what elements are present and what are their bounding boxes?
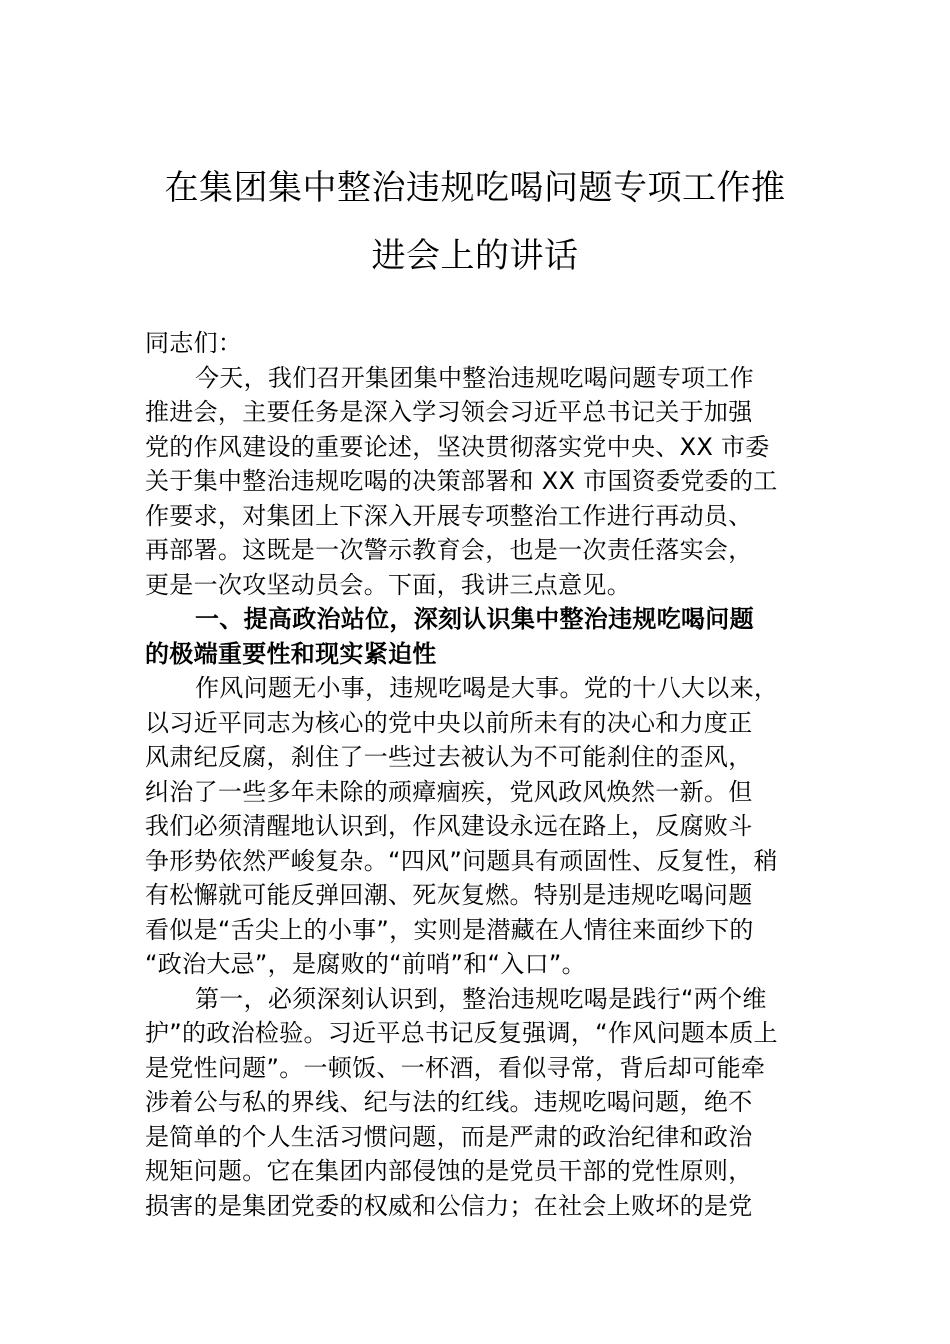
document-body	[145, 326, 835, 1223]
paragraph-line: 损害的是集团党委的权威和公信力；在社会上败坏的是党	[145, 1191, 753, 1220]
document-title-line-2: 进会上的讲话	[371, 236, 579, 276]
paragraph-line: 争形势依然严峻复杂。“四风”问题具有顽固性、反复性，稍	[145, 846, 778, 875]
paragraph-line: 是简单的个人生活习惯问题，而是严肃的政治纪律和政治	[145, 1122, 753, 1151]
paragraph-line: 涉着公与私的界线、纪与法的红线。违规吃喝问题，绝不	[145, 1088, 753, 1116]
paragraph-line: 再部署。这既是一次警示教育会，也是一次责任落实会，	[145, 536, 753, 564]
section-heading-line: 的极端重要性和现实紧迫性	[145, 639, 437, 668]
paragraph-line: 规矩问题。它在集团内部侵蚀的是党员干部的党性原则，	[145, 1157, 753, 1185]
paragraph-line: 关于集中整治违规吃喝的决策部署和 XX 市国资委党委的工	[145, 467, 778, 495]
document-title-line-1: 在集团集中整治违规吃喝问题专项工作推	[164, 168, 786, 208]
paragraph-line: “政治大忌”，是腐败的“前哨”和“入口”。	[145, 950, 586, 978]
paragraph-line: 我们必须清醒地认识到，作风建设永远在路上，反腐败斗	[145, 812, 753, 840]
paragraph-line: 是党性问题”。一顿饭、一杯酒，看似寻常，背后却可能牵	[145, 1053, 766, 1082]
paragraph-line: 护”的政治检验。习近平总书记反复强调，“作风问题本质上	[145, 1019, 778, 1047]
paragraph-line: 党的作风建设的重要论述，坚决贯彻落实党中央、XX 市委	[145, 432, 770, 461]
paragraph-line: 纠治了一些多年未除的顽瘴痼疾，党风政风焕然一新。但	[145, 777, 753, 806]
paragraph-line: 以习近平同志为核心的党中央以前所未有的决心和力度正	[145, 708, 753, 737]
paragraph-line: 看似是“舌尖上的小事”，实则是潜藏在人情往来面纱下的	[145, 915, 754, 944]
salutation: 同志们：	[145, 329, 243, 357]
paragraph-line: 风肃纪反腐，刹住了一些过去被认为不可能刹住的歪风，	[145, 743, 753, 771]
paragraph-line: 作要求，对集团上下深入开展专项整治工作进行再动员、	[145, 501, 753, 530]
paragraph-line: 更是一次攻坚动员会。下面，我讲三点意见。	[145, 570, 631, 599]
paragraph-line: 有松懈就可能反弹回潮、死灰复燃。特别是违规吃喝问题	[145, 881, 753, 909]
paragraph-line: 推进会，主要任务是深入学习领会习近平总书记关于加强	[145, 398, 753, 426]
paragraph-line: 第一，必须深刻认识到，整治违规吃喝是践行“两个维	[195, 984, 767, 1013]
section-heading-line: 一、提高政治站位，深刻认识集中整治违规吃喝问题	[195, 605, 754, 633]
paragraph-line: 作风问题无小事，违规吃喝是大事。党的十八大以来，	[195, 674, 779, 702]
paragraph-line: 今天，我们召开集团集中整治违规吃喝问题专项工作	[195, 363, 754, 392]
